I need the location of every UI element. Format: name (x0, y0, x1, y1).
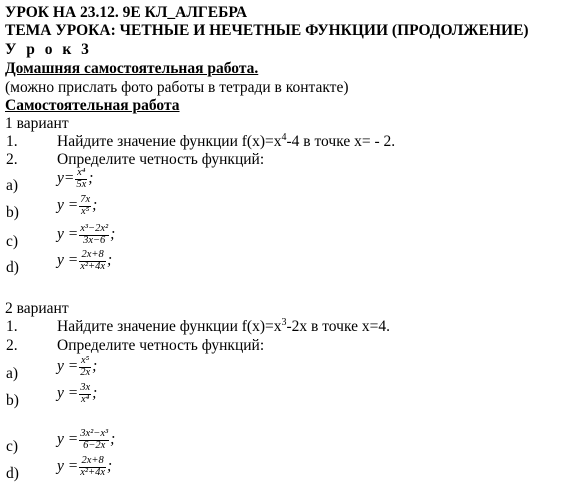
fraction-numerator: 2x+8 (79, 456, 106, 468)
formula-semicolon: ; (92, 196, 98, 214)
v1-item-formula (57, 250, 112, 272)
v1-task1-text: Найдите значение функции $f(x)=x^4-4$ в точке x= - 2. (57, 131, 396, 150)
fraction-denominator: 6−2x (83, 439, 106, 451)
v2-task1-text: Найдите значение функции $f(x)=x^3-2x$ в точке x=4. (57, 316, 390, 335)
formula-lhs: y = (57, 357, 79, 375)
fraction (79, 429, 109, 451)
fraction-denominator: x²+4x (80, 466, 106, 478)
v2-item-formula (57, 429, 115, 451)
formula-semicolon: ; (107, 457, 113, 475)
formula-semicolon: ; (92, 384, 98, 402)
fraction-denominator: 3x−6 (83, 234, 106, 246)
section-title: Самостоятельная работа (5, 97, 180, 114)
formula-lhs: y = (57, 430, 79, 448)
lesson-number: У р о к 3 (5, 41, 92, 58)
formula-semicolon: ; (92, 357, 98, 375)
fraction-denominator: x⁴ (81, 393, 90, 405)
v2-item-formula (57, 383, 97, 405)
v2-item-formula (57, 456, 112, 478)
fraction-denominator: x²+4x (80, 260, 106, 272)
fraction (75, 168, 87, 190)
v2-task2-number: 2. (6, 337, 18, 354)
v1-item-formula (57, 168, 93, 190)
v1-item-formula (57, 224, 115, 246)
fraction-numerator: x⁵ (81, 355, 90, 366)
v1-task2-number: 2. (6, 151, 18, 168)
formula-lhs: y = (57, 225, 79, 243)
v2-task2-text: Определите четность функций: (57, 337, 265, 354)
fraction (79, 383, 91, 405)
fraction-denominator: 5x (76, 178, 87, 190)
formula-lhs: y= (57, 169, 75, 187)
formula-semicolon: ; (107, 251, 113, 269)
fraction-denominator: 2x (80, 366, 91, 378)
v1-item-letter: b) (6, 204, 19, 221)
variant1-label: 1 вариант (5, 115, 69, 132)
fraction-numerator: x⁴ (77, 167, 86, 178)
formula-lhs: y = (57, 251, 79, 269)
homework-note: (можно прислать фото работы в тетради в контакте) (5, 79, 349, 96)
fraction-numerator: 3x²−x³ (80, 428, 109, 439)
formula-semicolon: ; (88, 169, 94, 187)
v1-task1-number: 1. (6, 133, 18, 150)
homework-title: Домашняя самостоятельная работа. (5, 60, 259, 77)
v2-item-letter: b) (6, 392, 19, 409)
fraction-numerator: 2x+8 (79, 250, 106, 262)
fraction (79, 250, 106, 272)
fraction (79, 356, 91, 378)
lesson-header: УРОК НА 23.12. 9Е КЛ_АЛГЕБРА (5, 4, 248, 21)
fraction (79, 224, 109, 246)
v2-item-letter: c) (6, 438, 19, 455)
v1-item-letter: c) (6, 233, 19, 250)
v1-item-formula (57, 195, 97, 217)
fraction-numerator: x³−2x² (80, 223, 109, 234)
variant2-label: 2 вариант (5, 300, 69, 317)
fraction (79, 195, 91, 217)
formula-lhs: y = (57, 196, 79, 214)
formula-lhs: y = (57, 384, 79, 402)
fraction-denominator: x⁵ (81, 205, 90, 217)
fraction-numerator: 3x (80, 382, 91, 393)
fraction-numerator: 7x (80, 194, 91, 205)
formula-semicolon: ; (110, 430, 116, 448)
v1-task2-text: Определите четность функций: (57, 151, 265, 168)
v2-item-letter: a) (6, 365, 19, 382)
formula-semicolon: ; (110, 225, 116, 243)
lesson-topic: ТЕМА УРОКА: ЧЕТНЫЕ И НЕЧЕТНЫЕ ФУНКЦИИ (ПРОДОЛЖЕНИЕ) (5, 22, 529, 39)
v1-item-letter: a) (6, 177, 19, 194)
v2-task1-number: 1. (6, 318, 18, 335)
v2-item-letter: d) (6, 465, 19, 482)
v1-item-letter: d) (6, 259, 19, 276)
formula-lhs: y = (57, 457, 79, 475)
fraction (79, 456, 106, 478)
v2-item-formula (57, 356, 97, 378)
